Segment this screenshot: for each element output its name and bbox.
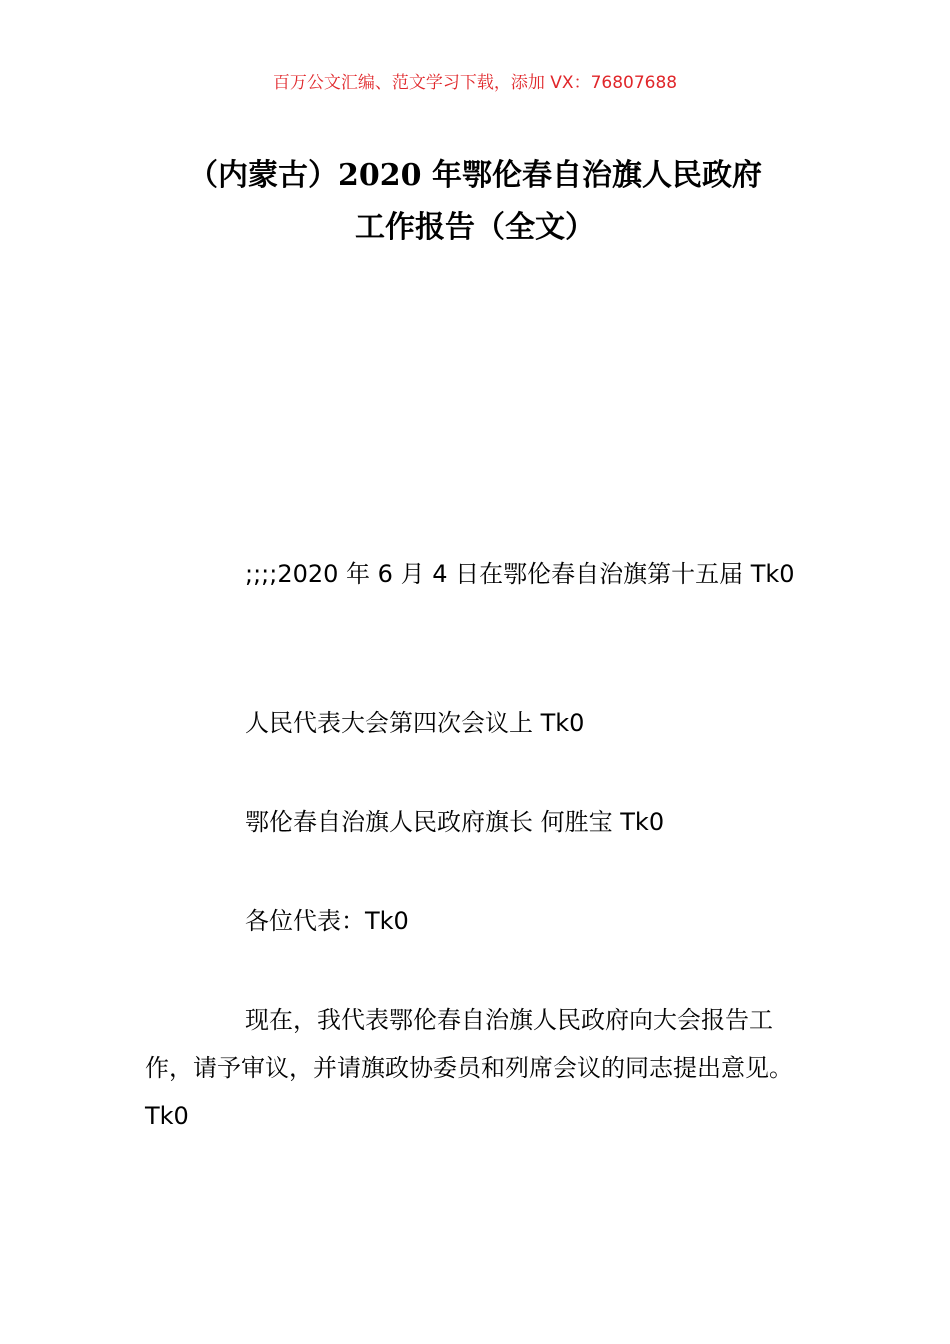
- paragraph-opening: 现在，我代表鄂伦春自治旗人民政府向大会报告工作，请予审议，并请旗政协委员和列席会议的同志提出意见。Tk0: [145, 1006, 793, 1130]
- paragraph-speaker: 鄂伦春自治旗人民政府旗长 何胜宝 Tk0: [245, 808, 665, 836]
- paragraph-salutation: 各位代表：Tk0: [245, 907, 409, 935]
- paragraph-congress-meeting: 人民代表大会第四次会议上 Tk0: [245, 709, 585, 737]
- paragraph-date-session: ;;;;2020 年 6 月 4 日在鄂伦春自治旗第十五届 Tk0: [245, 560, 795, 588]
- title-line-1: （内蒙古）2020 年鄂伦春自治旗人民政府: [188, 158, 762, 193]
- document-title: [145, 150, 805, 254]
- header-ad-note: 百万公文汇编、范文学习下载，添加 VX：76807688: [272, 73, 678, 93]
- title-line-2: 工作报告（全文）: [355, 210, 595, 245]
